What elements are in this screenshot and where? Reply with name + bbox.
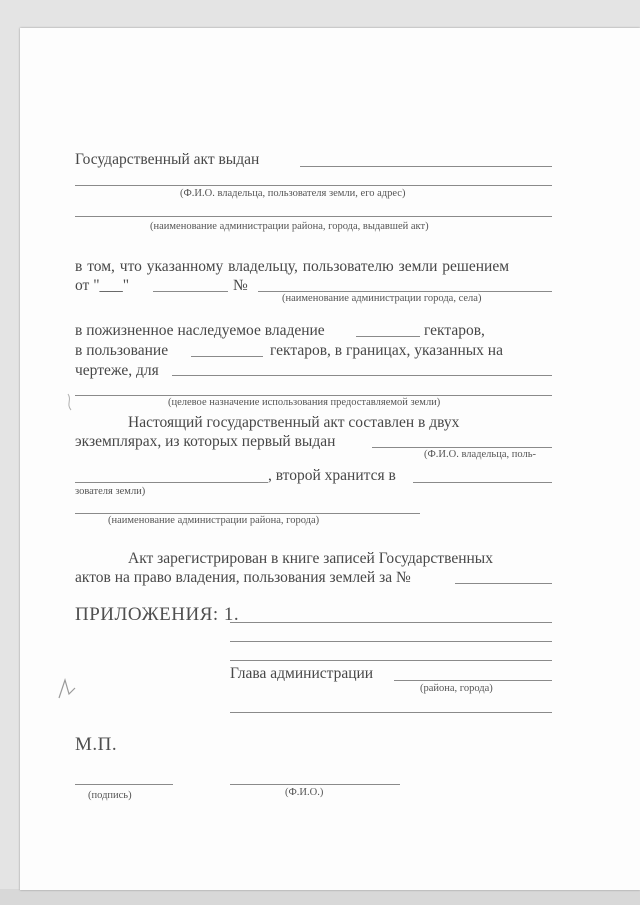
head-name-blank — [230, 712, 552, 713]
fio-blank — [230, 784, 400, 785]
drawing-label: чертеже, для — [75, 362, 159, 379]
use-hectares-blank — [191, 356, 263, 357]
seal-label: М.П. — [75, 734, 118, 755]
fio-caption: (Ф.И.О.) — [285, 787, 324, 798]
owner-blank — [75, 185, 552, 186]
decision-number-sign: № — [233, 277, 248, 294]
purpose-blank — [75, 395, 552, 396]
copies-line2: экземплярах, из которых первый выдан — [75, 433, 336, 450]
scan-bottom-edge — [0, 889, 640, 905]
decision-from: от "___" — [75, 277, 130, 294]
copies-line1: Настоящий государственный акт составлен в двух — [128, 414, 460, 431]
inherit-hectares-blank — [356, 336, 420, 337]
decision-date-blank — [153, 291, 228, 292]
purpose-caption: (целевое назначение использования предоставляемой земли) — [168, 397, 441, 408]
use-unit: гектаров, в границах, указанных на — [270, 342, 503, 359]
signature-blank — [75, 784, 173, 785]
registration-number-blank — [455, 583, 552, 584]
inherit-unit: гектаров, — [424, 322, 485, 339]
copies-caption2: зователя земли) — [75, 486, 146, 497]
signature-caption: (подпись) — [88, 790, 132, 801]
drawing-blank — [172, 375, 552, 376]
decision-number-blank — [258, 291, 552, 292]
head-label: Глава администрации — [230, 665, 374, 682]
head-blank — [394, 680, 552, 681]
decision-caption: (наименование администрации города, села) — [282, 293, 482, 304]
registered-line2: актов на право владения, пользования землей за № — [75, 569, 411, 586]
appendix-blank-1 — [230, 622, 552, 623]
first-copy-blank-cont — [75, 482, 268, 483]
decision-line1: в том, что указанному владельцу, пользователю земли решением — [75, 258, 510, 275]
appendix-blank-2 — [230, 641, 552, 642]
pen-mark — [55, 676, 77, 702]
second-copy-blank — [413, 482, 552, 483]
keeping-admin-blank — [75, 513, 420, 514]
inherit-label: в пожизненное наследуемое владение — [75, 322, 325, 339]
appendix-blank-3 — [230, 660, 552, 661]
first-copy-blank — [372, 447, 552, 448]
registered-line1: Акт зарегистрирован в книге записей Государственных — [128, 550, 493, 567]
copies-caption1: (Ф.И.О. владельца, поль- — [424, 449, 536, 460]
head-caption: (района, города) — [420, 683, 493, 694]
copies-caption3: (наименование администрации района, города) — [108, 515, 320, 526]
issued-label: Государственный акт выдан — [75, 151, 260, 168]
owner-caption: (Ф.И.О. владельца, пользователя земли, его адрес) — [180, 188, 406, 199]
issued-blank — [300, 166, 552, 167]
second-copy-label: , второй хранится в — [268, 467, 396, 484]
smudge-mark — [62, 390, 82, 414]
appendix-label: ПРИЛОЖЕНИЯ: 1. — [75, 604, 240, 625]
admin-blank — [75, 216, 552, 217]
use-label: в пользование — [75, 342, 169, 359]
admin-caption: (наименование администрации района, города, выдавшей акт) — [150, 221, 429, 232]
